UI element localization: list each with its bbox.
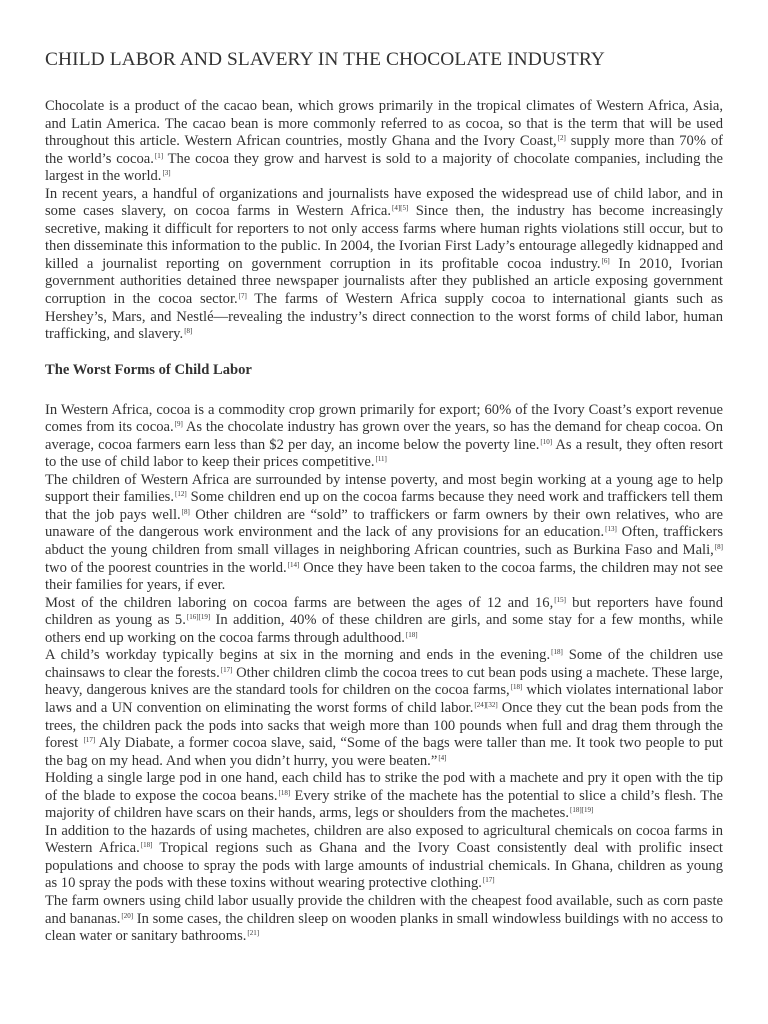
citation-link[interactable]: [9] — [174, 420, 183, 429]
citation-link[interactable]: [18][19] — [570, 806, 594, 815]
paragraph-text: Aly Diabate, a former cocoa slave, said, “Some of the bags were taller than me. It took two people to put the bag on my head. And when you didn’t hurry, you were beaten.” — [45, 735, 723, 769]
citation-link[interactable]: [18] — [551, 648, 563, 657]
citation-link[interactable]: [17] — [482, 876, 495, 885]
citation-link[interactable]: [4] — [438, 753, 447, 762]
citation-link[interactable]: [1] — [154, 151, 164, 160]
citation-link[interactable]: [13] — [605, 525, 617, 534]
paragraph-text: The children of Western Africa are surrounded by intense poverty, and most begin working at a young age to help support their families. — [45, 471, 723, 506]
paragraph-text: Other children are “sold” to traffickers or farm owners by their own relatives, who are unaware of the dangerous work environment and the lack of any provisions for an education. — [45, 506, 723, 541]
paragraph-text: Tropical regions such as Ghana and the Ivory Coast consistently deal with prolific insect populations and choose to spray the pods with large amounts of industrial chemicals. In Ghana, children as young as 10 spray the pods with these toxins without wearing protective clothing. — [45, 840, 723, 892]
paragraph-text: Often, traffickers abduct the young children from small villages in neighboring African countries, such as Burkina Faso and Mali, — [45, 524, 723, 559]
citation-link[interactable]: [18] — [278, 788, 291, 797]
paragraph-text: Some of the children use chainsaws to clear the forests. — [45, 647, 723, 681]
paragraph — [45, 770, 723, 823]
paragraph-text: Every strike of the machete has the potential to slice a child’s flesh. The majority of children have scars on their hands, arms, legs or shoulders from the machetes. — [45, 787, 723, 822]
paragraph-text: Other children climb the cocoa trees to cut bean pods using a machete. These large, heavy, dangerous knives are the standard tools for children on the cocoa farms, — [45, 664, 724, 699]
paragraph-text: The farm owners using child labor usually provide the children with the cheapest food available, such as corn paste and bananas. — [45, 892, 723, 927]
paragraph — [45, 823, 723, 893]
paragraph-text: In Western Africa, cocoa is a commodity crop grown primarily for export; 60% of the Ivory Coast’s export revenue comes from its cocoa. — [45, 401, 723, 436]
citation-link[interactable]: [4][5] — [391, 204, 409, 213]
paragraph-text: Once they cut the bean pods from the trees, the children pack the pods into sacks that weigh more than 100 pounds when full and drag them through the forest — [45, 699, 723, 752]
paragraph-text: but reporters have found children as young as 5. — [45, 594, 723, 629]
citation-link[interactable]: [8] — [184, 327, 193, 336]
citation-link[interactable]: [6] — [601, 256, 610, 265]
citation-link[interactable]: [8] — [181, 507, 190, 516]
paragraph-text: supply more than 70% of the world’s cocoa. — [45, 133, 723, 167]
citation-link[interactable]: [2] — [557, 134, 566, 143]
citation-link[interactable]: [7] — [238, 292, 247, 301]
article-body — [45, 98, 723, 946]
citation-link[interactable]: [16][19] — [186, 613, 211, 622]
paragraph-text: The cocoa they grow and harvest is sold to a majority of chocolate companies, including the largest in the world. — [45, 150, 723, 185]
paragraph — [45, 186, 723, 344]
citation-link[interactable]: [15] — [554, 595, 566, 604]
citation-link[interactable]: [8] — [714, 543, 723, 552]
citation-link[interactable]: [20] — [121, 911, 134, 920]
paragraph-text: In addition, 40% of these children are girls, and some stay for a few months, while others end up working on the cocoa farms through adulthood. — [45, 612, 723, 646]
paragraph-text: As the chocolate industry has grown over the years, so has the demand for cheap cocoa. On average, cocoa farmers earn less than $2 per day, an income below the poverty line. — [45, 419, 724, 453]
paragraph-text: Since then, the industry has become increasingly secretive, making it difficult for reporters to not only access farms where human rights violations still occur, but to then disseminate this information to the public. In 2004, the Ivorian First Lady’s entourage allegedly kidnapped and killed a journalist reporting on government corruption in its profitable cocoa industry. — [45, 203, 723, 272]
section-heading: The Worst Forms of Child Labor — [45, 361, 252, 378]
citation-link[interactable]: [17] — [220, 665, 233, 674]
paragraph — [45, 893, 723, 946]
paragraph-text: Some children end up on the cocoa farms because they need work and traffickers tell them that the job pays well. — [45, 489, 723, 523]
citation-link[interactable]: [14] — [287, 560, 300, 569]
paragraph-text: Most of the children laboring on cocoa farms are between the ages of 12 and 16, — [45, 594, 554, 611]
paragraph-text: As a result, they often resort to the use of child labor to keep their prices competitive. — [45, 436, 723, 471]
paragraph-text: Chocolate is a product of the cacao bean, which grows primarily in the tropical climates of Western Africa, Asia, and Latin America. The cacao bean is more commonly referred to as cocoa, so that is the term that will be used throughout this article. Western African countries, mostly Ghana and the Ivory Coast, — [45, 98, 723, 150]
paragraph — [45, 402, 723, 472]
citation-link[interactable]: [18] — [510, 683, 523, 692]
citation-link[interactable]: [21] — [247, 929, 260, 938]
paragraph-text: A child’s workday typically begins at six in the morning and ends in the evening. — [45, 647, 551, 664]
citation-link[interactable]: [18] — [140, 841, 153, 850]
paragraph — [45, 472, 723, 595]
paragraph-text: In 2010, Ivorian government authorities detained three newspaper journalists after they published an article exposing government corruption in the cocoa sector. — [45, 255, 723, 308]
paragraph-text: In some cases, the children sleep on wooden planks in small windowless buildings with no access to clean water or sanitary bathrooms. — [45, 910, 723, 945]
paragraph-text: In addition to the hazards of using machetes, children are also exposed to agricultural chemicals on cocoa farms in Western Africa. — [45, 822, 723, 857]
citation-link[interactable]: [3] — [162, 169, 171, 178]
citation-link[interactable]: [24][32] — [474, 700, 498, 709]
citation-link[interactable]: [18] — [405, 630, 418, 639]
paragraph-text: Holding a single large pod in one hand, each child has to strike the pod with a machete and pry it open with the tip of the blade to expose the cocoa beans. — [45, 770, 723, 804]
paragraph-text: The farms of Western Africa supply cocoa to international giants such as Hershey’s, Mars, and Nestlé—revealing the industry’s direct connection to the worst forms of child labor, human trafficking, and slavery. — [45, 291, 723, 343]
page-title: CHILD LABOR AND SLAVERY IN THE CHOCOLATE INDUSTRY — [45, 49, 605, 70]
citation-link[interactable]: [11] — [375, 455, 387, 464]
paragraph-text: In recent years, a handful of organizations and journalists have exposed the widespread use of child labor, and in some cases slavery, on cocoa farms in Western Africa. — [45, 185, 723, 220]
paragraph — [45, 647, 723, 770]
citation-link[interactable]: [17] — [83, 736, 96, 745]
paragraph-text: two of the poorest countries in the world. — [45, 559, 287, 576]
paragraph-text: Once they have been taken to the cocoa farms, the children may not see their families for years, if ever. — [45, 559, 723, 594]
citation-link[interactable]: [10] — [540, 437, 553, 446]
paragraph-text: which violates international labor laws and a UN convention on eliminating the worst forms of child labor. — [45, 682, 724, 716]
paragraph — [45, 595, 723, 648]
paragraph — [45, 98, 723, 186]
citation-link[interactable]: [12] — [175, 490, 187, 499]
